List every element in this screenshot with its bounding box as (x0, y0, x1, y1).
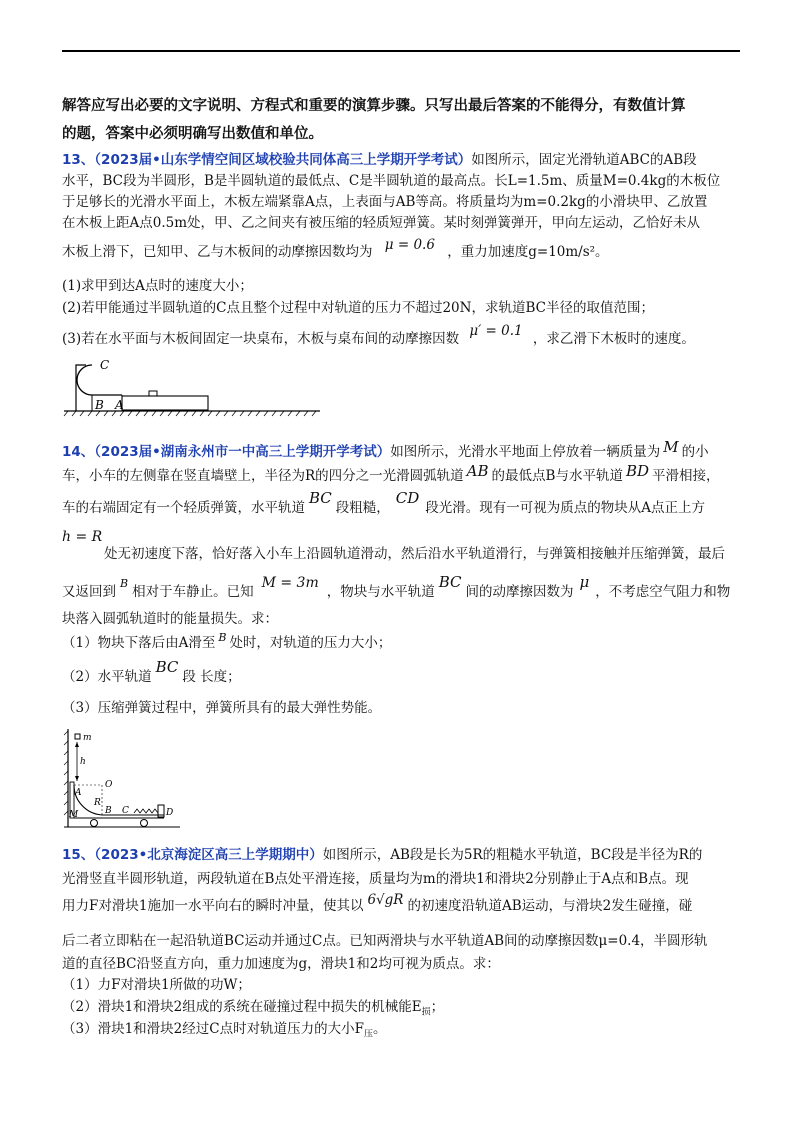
q15-line-5: 道的直径BC沿竖直方向，重力加速度为g，滑块1和2均可视为质点。求： (62, 956, 500, 972)
wheel-left (91, 820, 98, 827)
q14-text-6: 车的右端固定有一个轻质弹簧，水平轨道 (62, 500, 305, 516)
q13-text-1: 如图所示，固定光滑轨道ABC的AB段 (471, 152, 697, 168)
label-d: D (166, 808, 174, 818)
q14-text-19: 段 长度； (182, 669, 241, 685)
q15-text-1: 如图所示，AB段是长为5R的粗糙水平轨道，BC段是半径为R的 (322, 847, 703, 863)
wheel-right (141, 820, 148, 827)
q13-line-3: 于足够长的光滑水平面上，木板左端紧靠A点，上表面与AB等高。将质量均为m=0.2kg的小滑块甲、乙放置 (62, 194, 708, 210)
q14-text-11: 相对于车静止。已知 (132, 584, 254, 600)
label-b: B (105, 806, 112, 816)
label-h: h (80, 757, 86, 767)
q14-text-8: 段光滑。现有一可视为质点的物块从A点正上方 (425, 500, 706, 516)
q14-sym-bd: BD (625, 462, 650, 480)
header-rule (62, 50, 740, 52)
q14-text-18: （2）水平轨道 (62, 669, 152, 685)
label-c: C (122, 806, 129, 816)
q14-sym-bc: BC (309, 489, 332, 507)
q15-text-9: （3）滑块1和滑块2经过C点时对轨道压力的大小F (62, 1021, 364, 1037)
blocks-jia-yi (149, 391, 157, 396)
q13-text-9: (3)若在水平面与木板间固定一块桌布，木板与桌布间的动摩擦因数 (62, 331, 460, 347)
q13-text-10: ，求乙滑下木板时的速度。 (532, 331, 695, 347)
q15-line-3 (62, 892, 740, 915)
q14-line-6: 块落入圆弧轨道时的能量损失。求： (62, 611, 278, 627)
q13-part-3 (62, 323, 740, 348)
q14-sym-mu: μ (579, 573, 590, 591)
q15-line-2: 光滑竖直半圆形轨道，两段轨道在B点处平滑连接，质量均为m的滑块1和滑块2分别静止于A点和B点。现 (62, 871, 689, 887)
label-big-m: M (69, 810, 79, 820)
q15-text-8: （2）滑块1和滑块2组成的系统在碰撞过程中损失的机械能E (62, 999, 422, 1015)
block-m (75, 734, 80, 739)
q15-line-1 (62, 846, 740, 864)
q14-sym-b: B (120, 577, 129, 590)
q14-sym-cd: CD (395, 489, 420, 507)
q15-sub-loss: 损 (421, 1007, 431, 1018)
q14-line-3 (62, 489, 740, 517)
q14-text-10: 又返回到 (62, 584, 116, 600)
q14-text-12: ，物块与水平轨道 (326, 584, 435, 600)
q14-sym-ab: AB (466, 462, 489, 480)
q14-figure (62, 727, 182, 835)
q13-eq-mu2: μ′ = 0.1 (469, 323, 523, 339)
label-o: O (105, 780, 113, 790)
q15-part-2 (62, 998, 740, 1022)
q13-part-1: (1)求甲到达A点时的速度大小； (62, 278, 253, 294)
q15-sub-press: 压 (363, 1029, 373, 1040)
label-b: B (95, 398, 104, 412)
q14-sym-h: h = R (62, 529, 103, 545)
q14-text-14: ，不考虑空气阻力和物 (595, 584, 731, 600)
q14-line-2 (62, 462, 740, 485)
q15-part-1: （1）力F对滑块1所做的功W； (62, 977, 251, 993)
q13-part-2: (2)若甲能通过半圆轨道的C点且整个过程中对轨道的压力不超过20N，求轨道BC半径的取值范围； (62, 300, 654, 316)
q14-text-16: （1）物块下落后由A滑至 (62, 635, 216, 651)
label-r: R (94, 798, 101, 808)
q13-line-4: 在木板上距A点0.5m处，甲、乙之间夹有被压缩的轻质短弹簧。某时刻弹簧弹开，甲向左运动，乙恰好未从 (62, 215, 701, 231)
q13-text-6: ，重力加速度g=10m/s²。 (447, 244, 609, 260)
q14-text-3: 车，小车的左侧靠在竖直墙壁上，半径为R的四分之一光滑圆弧轨道 (62, 468, 464, 484)
q14-part-3: （3）压缩弹簧过程中，弹簧所具有的最大弹性势能。 (62, 700, 382, 716)
q15-part-3 (62, 1020, 740, 1044)
h-arrow-down (75, 776, 79, 781)
q14-sym-bc2: BC (438, 573, 462, 591)
q13-text-5: 木板上滑下，已知甲、乙与木板间的动摩擦因数均为 (62, 244, 373, 260)
q15-source: （2023•北京海淀区高三上学期期中） (94, 847, 323, 863)
q14-sym-bc3: BC (155, 658, 179, 676)
q14-line-4: 处无初速度下落，恰好落入小车上沿圆轨道滑动，然后沿水平轨道滑行，与弹簧相接触并压缩弹簧，最后 (104, 546, 725, 562)
q14-text-13: 间的动摩擦因数为 (465, 584, 574, 600)
q14-sym-m3m: M = 3m (261, 575, 319, 591)
q15-line-4: 后二者立即粘在一起沿轨道BC运动并通过C点。已知两滑块与水平轨道AB间的动摩擦因数μ=0.4，半圆形轨 (62, 933, 708, 949)
spring (134, 809, 158, 813)
intro-line-1: 解答应写出必要的文字说明、方程式和重要的演算步骤。只写出最后答案的不能得分，有数值计算 (62, 98, 686, 114)
q14-text-5: 平滑相接， (652, 468, 720, 484)
q15-semicolon: ； (430, 999, 445, 1015)
label-a: A (75, 788, 82, 798)
h-arrow-up (75, 742, 79, 747)
label-c: C (100, 358, 110, 372)
q14-line-5 (62, 573, 740, 602)
q13-line-2: 水平，BC段为半圆形，B是半圆轨道的最低点、C是半圆轨道的最高点。长L=1.5m、质量M=0.4kg的木板位 (62, 173, 721, 189)
q13-eq-mu: μ = 0.6 (384, 237, 435, 253)
q14-text-2: 的小 (681, 444, 709, 460)
label-a: A (115, 398, 124, 412)
q14-text-4: 的最低点B与水平轨道 (491, 468, 623, 484)
label-m: m (83, 733, 92, 743)
q13-figure (62, 355, 324, 417)
intro-line-2: 的题，答案中必须明确写出数值和单位。 (62, 126, 323, 142)
q14-number: 14、 (62, 444, 95, 460)
q15-period: 。 (372, 1021, 387, 1037)
q15-v0: 6√gR (367, 892, 404, 908)
q14-part-1 (62, 631, 740, 653)
q15-number: 15、 (62, 847, 95, 863)
q13-source: （2023届•山东学情空间区域校验共同体高三上学期开学考试） (94, 152, 472, 168)
q13-line-5 (62, 237, 740, 261)
q15-text-4: 的初速度沿轨道AB运动，与滑块2发生碰撞，碰 (407, 898, 693, 914)
q15-text-3: 用力F对滑块1施加一水平向右的瞬时冲量，使其以 (62, 898, 364, 914)
wood-board (122, 396, 208, 410)
track-support (76, 365, 86, 411)
q13-number: 13、 (62, 152, 95, 168)
q14-text-17: 处时，对轨道的压力大小； (229, 635, 392, 651)
q14-part-2 (62, 658, 740, 686)
q14-sym-b2: B (218, 631, 227, 644)
q13-line-1 (62, 151, 740, 169)
q14-line-1 (62, 438, 740, 461)
q14-source: （2023届•湖南永州市一中高三上学期开学考试） (94, 444, 391, 460)
semicircle-track (77, 365, 92, 395)
q14-text-1: 如图所示，光滑水平地面上停放着一辆质量为 (390, 444, 661, 460)
q14-text-7: 段粗糙， (335, 500, 390, 516)
q14-sym-m: M (663, 438, 679, 456)
